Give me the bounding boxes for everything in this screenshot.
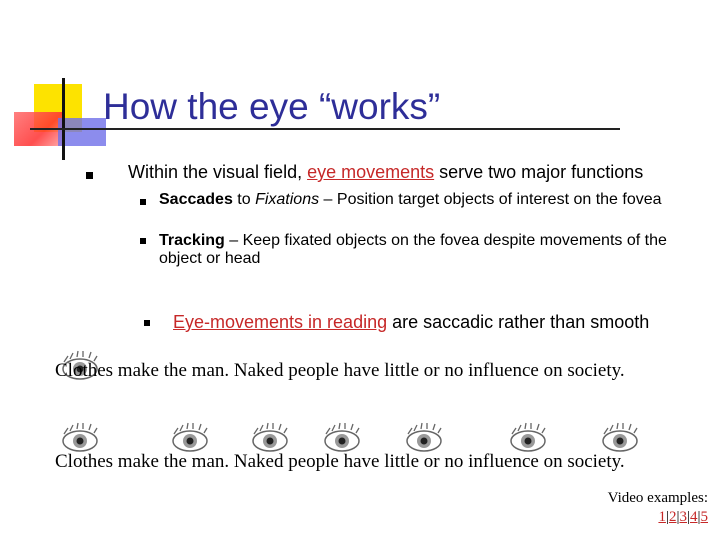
video-examples-label: Video examples: bbox=[607, 490, 708, 506]
video-link-5[interactable]: 5 bbox=[700, 509, 708, 525]
decor-horizontal-line bbox=[30, 128, 620, 130]
reading-sentence-2: Clothes make the man. Naked people have little or no influence on society. bbox=[55, 451, 625, 472]
reading-sentence-1: Clothes make the man. Naked people have little or no influence on society. bbox=[55, 360, 625, 381]
fixations-term: Fixations bbox=[255, 191, 320, 208]
eye-movements-link[interactable]: eye movements bbox=[307, 162, 435, 182]
saccades-desc: – Position target objects of interest on the fovea bbox=[319, 191, 662, 208]
video-link-3[interactable]: 3 bbox=[679, 509, 687, 525]
bullet-visual-field bbox=[128, 162, 718, 183]
slide-title: How the eye “works” bbox=[103, 86, 441, 127]
saccades-term: Saccades bbox=[159, 191, 233, 208]
tracking-desc: – Keep fixated objects on the fovea despite movements of the object or head bbox=[159, 232, 667, 267]
bullet-reading bbox=[173, 312, 649, 333]
tracking-term: Tracking bbox=[159, 232, 225, 249]
bullet-marker bbox=[144, 320, 150, 326]
sub-bullet-saccades bbox=[159, 191, 699, 209]
bullet-marker bbox=[86, 172, 93, 179]
sub-bullet-tracking bbox=[159, 232, 699, 268]
eye-movements-reading-link[interactable]: Eye-movements in reading bbox=[173, 312, 388, 332]
video-link-separator: | bbox=[665, 509, 669, 525]
sub-bullet-marker bbox=[140, 238, 146, 244]
video-link-separator: | bbox=[697, 509, 701, 525]
video-link-2[interactable]: 2 bbox=[668, 509, 677, 525]
decor-blue-square bbox=[58, 118, 106, 146]
video-link-1[interactable]: 1 bbox=[658, 509, 666, 525]
bullet-text-post: serve two major functions bbox=[434, 162, 644, 182]
bullet-text-pre: Within the visual field, bbox=[128, 162, 308, 182]
decor-vertical-line bbox=[62, 78, 65, 160]
saccades-mid: to bbox=[232, 191, 256, 208]
reading-desc: are saccadic rather than smooth bbox=[387, 312, 650, 332]
video-link-4[interactable]: 4 bbox=[689, 509, 698, 525]
video-link-separator: | bbox=[676, 509, 680, 525]
video-link-separator: | bbox=[686, 509, 690, 525]
sub-bullet-marker bbox=[140, 199, 146, 205]
video-links bbox=[520, 509, 708, 526]
